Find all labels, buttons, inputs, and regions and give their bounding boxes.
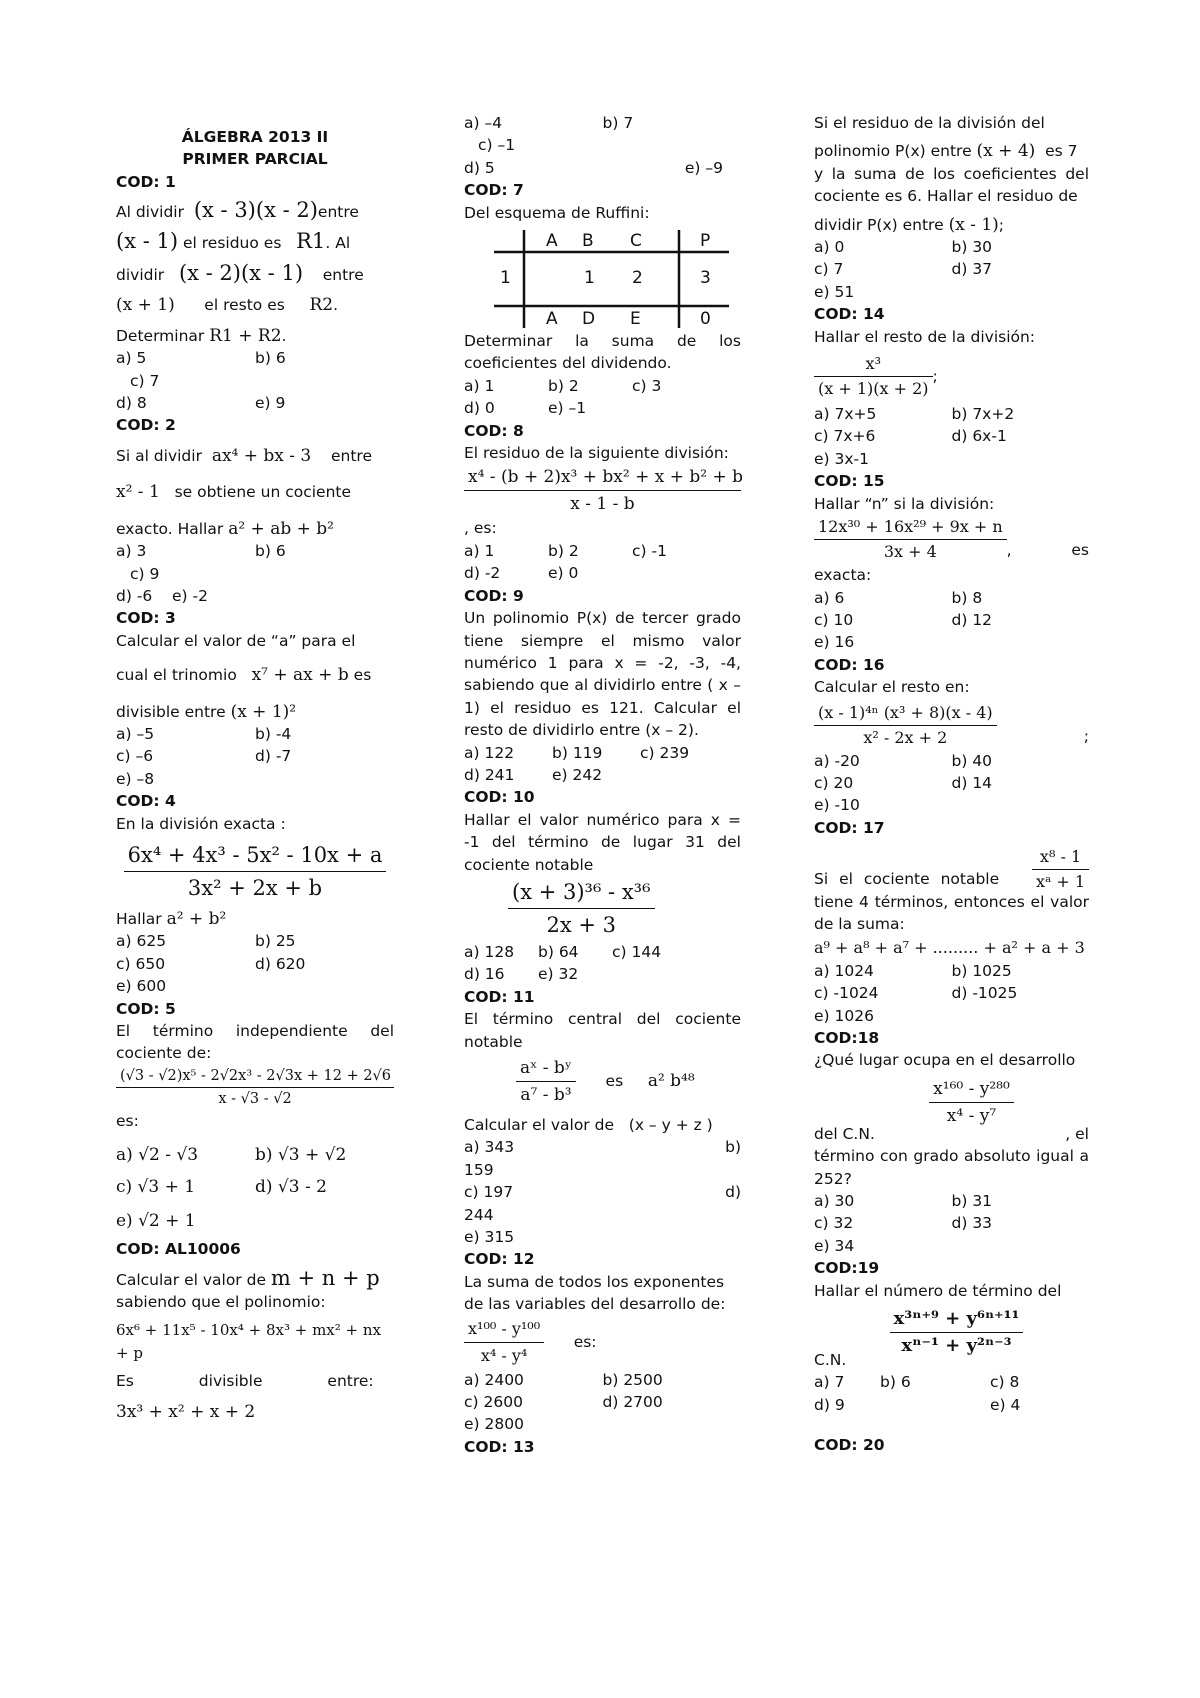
ruffini-cell: D bbox=[582, 309, 596, 330]
fraction-denominator: 3x + 4 bbox=[883, 542, 937, 562]
fraction-numerator: x¹⁰⁰ - y¹⁰⁰ bbox=[464, 1316, 544, 1343]
ruffini-cell: 3 bbox=[700, 268, 711, 289]
answer-options: a) 7x+5 b) 7x+2 bbox=[814, 405, 1015, 424]
question-code: COD: 20 bbox=[814, 1436, 885, 1455]
answer-option: e) -10 bbox=[814, 796, 860, 815]
question-code: COD: 5 bbox=[116, 999, 176, 1018]
fraction bbox=[116, 839, 394, 904]
question-text: Calcular el valor de (x – y + z ) bbox=[464, 1116, 713, 1134]
fraction bbox=[464, 876, 741, 941]
math-expression: ax⁴ + bx - 3 bbox=[211, 445, 312, 466]
fraction-denominator: xᵃ + 1 bbox=[1036, 872, 1085, 892]
fraction bbox=[814, 1076, 1089, 1129]
question-text: La suma de todos los exponentes de las variables del desarrollo de: bbox=[464, 1272, 726, 1314]
question-text: Determinar R1 + R2. bbox=[116, 325, 287, 346]
question-code: COD: 7 bbox=[464, 181, 524, 200]
fraction-numerator: (x + 3)³⁶ - x³⁶ bbox=[508, 876, 655, 909]
column-2 bbox=[464, 112, 744, 1458]
answer-options: c) 10 d) 12 bbox=[814, 610, 993, 629]
fraction-denominator: xⁿ⁻¹ + y²ⁿ⁻³ bbox=[901, 1335, 1012, 1357]
answer-options: c) √3 + 1 d) √3 - 2 bbox=[116, 1177, 327, 1198]
math-expression: (x + 1)² bbox=[230, 701, 297, 722]
fraction bbox=[116, 1065, 394, 1110]
fraction-numerator: x⁴ - (b + 2)x³ + bx² + x + b² + b bbox=[464, 464, 741, 491]
question-text: Hallar el valor numérico para x = -1 del término de lugar 31 del cociente notable bbox=[464, 810, 741, 874]
answer-options: c) 2600 d) 2700 bbox=[464, 1393, 663, 1412]
answer-option: c) –1 bbox=[478, 136, 516, 155]
question-text: y la suma de los coeficientes del cociente es 6. Hallar el residuo de bbox=[814, 164, 1089, 206]
ruffini-cell: P bbox=[700, 231, 711, 252]
question-text: En la división exacta : bbox=[116, 814, 286, 833]
ruffini-cell: A bbox=[546, 231, 558, 252]
fraction-numerator: x³ⁿ⁺⁹ + y⁶ⁿ⁺¹¹ bbox=[890, 1306, 1024, 1333]
answer-option: e) 600 bbox=[116, 977, 167, 996]
question-text: divisible entre (x + 1)² bbox=[116, 701, 297, 722]
question-text: término con grado absoluto igual a 252? bbox=[814, 1147, 1089, 1188]
fraction-numerator: (√3 - √2)x⁵ - 2√2x³ - 2√3x + 12 + 2√6 bbox=[116, 1065, 394, 1088]
question-code: COD:19 bbox=[814, 1259, 880, 1278]
question-text: exacto. Hallar a² + ab + b² bbox=[116, 518, 334, 539]
answer-option: e) 315 bbox=[464, 1228, 515, 1247]
answer-option: e) 51 bbox=[814, 282, 855, 301]
answer-option: e) 2800 bbox=[464, 1415, 524, 1434]
math-expression: m + n + p bbox=[270, 1265, 380, 1290]
math-expression: (x – y + z ) bbox=[628, 1116, 713, 1134]
answer-options: a) 3 b) 6 bbox=[116, 542, 286, 561]
answer-options: c) 7x+6 d) 6x-1 bbox=[814, 427, 1007, 446]
question-code: COD: 15 bbox=[814, 472, 885, 491]
question-code: COD: 4 bbox=[116, 792, 176, 811]
answer-option: 244 bbox=[464, 1205, 494, 1224]
answer-option: e) –8 bbox=[116, 769, 155, 788]
ruffini-cell: B bbox=[582, 231, 594, 252]
answer-options: a) -20 b) 40 bbox=[814, 751, 993, 770]
ruffini-cell: 2 bbox=[632, 268, 643, 289]
question-text: exacta: bbox=[814, 566, 872, 585]
question-text: , es: bbox=[464, 519, 497, 538]
question-text: Hallar a² + b² bbox=[116, 908, 227, 929]
question-text: dividir (x - 2)(x - 1) entre bbox=[116, 261, 364, 286]
question-text: tiene 4 términos, entonces el valor de la suma: bbox=[814, 892, 1089, 933]
question-text: cual el trinomio x⁷ + ax + b es bbox=[116, 665, 372, 686]
question-code: COD: 14 bbox=[814, 305, 885, 324]
question-code: COD: 16 bbox=[814, 655, 885, 674]
answer-options: d) -2 e) 0 bbox=[464, 564, 579, 583]
answer-options: a) 5 b) 6 bbox=[116, 349, 286, 368]
question-text: El término independiente del cociente de: bbox=[116, 1022, 394, 1063]
question-code: COD: 13 bbox=[464, 1437, 535, 1456]
answer-options: d) -6 e) -2 bbox=[116, 586, 208, 605]
math-expression: R1 bbox=[296, 228, 326, 253]
fraction-numerator: x³ bbox=[814, 352, 933, 377]
answer-options: a) 625 b) 25 bbox=[116, 932, 296, 951]
question-text: $\frac{\text{(x - 1)⁴ⁿ (x³ + 8)(x - 4)}}{\text{x² - 2x + 2}}$ ; bbox=[814, 701, 1089, 750]
answer-options: d) 9 e) 4 bbox=[814, 1395, 1021, 1414]
fraction-denominator: 3x² + 2x + b bbox=[187, 875, 323, 900]
math-expression: (x - 2)(x - 1) bbox=[178, 261, 304, 286]
math-expression: x⁷ + ax + b bbox=[251, 665, 349, 686]
answer-options: d) 241 e) 242 bbox=[464, 765, 603, 784]
question-code: COD: 8 bbox=[464, 421, 524, 440]
exam-subtitle: PRIMER PARCIAL bbox=[182, 150, 328, 169]
answer-options: a) 6 b) 8 bbox=[814, 588, 983, 607]
question-code: COD: 9 bbox=[464, 586, 524, 605]
question-text: Si al dividir ax⁴ + bx - 3 entre bbox=[116, 445, 372, 466]
answer-option: c) 7 bbox=[130, 371, 160, 390]
answer-options: d) 16 e) 32 bbox=[464, 965, 579, 984]
question-text: Calcular el valor de “a” para el bbox=[116, 631, 356, 650]
question-text: Si el cociente notable bbox=[814, 870, 1000, 889]
fraction-denominator: (x + 1)(x + 2) bbox=[818, 379, 929, 399]
answer-options: a) 7 b) 6 c) 8 bbox=[814, 1373, 1020, 1392]
answer-option: c) 9 bbox=[130, 564, 160, 583]
answer-options: a) 1024 b) 1025 bbox=[814, 961, 1012, 980]
math-expression: (x + 1) bbox=[116, 295, 175, 316]
answer-options: d) 0 e) –1 bbox=[464, 399, 587, 418]
fraction-denominator: x⁴ - y⁷ bbox=[946, 1105, 997, 1126]
fraction-numerator: 6x⁴ + 4x³ - 5x² - 10x + a bbox=[124, 839, 387, 872]
answer-options: c) –6 d) -7 bbox=[116, 747, 292, 766]
ruffini-scheme bbox=[464, 224, 741, 330]
fraction-denominator: x⁴ - y⁴ bbox=[480, 1345, 528, 1365]
math-expression: (x - 1) bbox=[948, 214, 999, 235]
fraction-denominator: x² - 2x + 2 bbox=[863, 727, 948, 747]
answer-option: e) √2 + 1 bbox=[116, 1211, 196, 1232]
answer-options: c) 32 d) 33 bbox=[814, 1214, 993, 1233]
math-expression: x² - 1 bbox=[116, 482, 160, 503]
question-text: Hallar “n” si la división: bbox=[814, 494, 995, 513]
fraction-numerator: (x - 1)⁴ⁿ (x³ + 8)(x - 4) bbox=[814, 701, 997, 726]
question-text: Si el residuo de la división del bbox=[814, 114, 1045, 132]
ruffini-cell: 1 bbox=[584, 268, 595, 289]
question-text: Un polinomio P(x) de tercer grado tiene siempre el mismo valor numérico 1 para x = -2, -3, -4, sabiendo que al dividirlo entre ( x – 1) el residuo es 121. Calcular el resto de dividirlo entre (x – 2). bbox=[464, 609, 741, 740]
ruffini-cell: E bbox=[630, 309, 641, 330]
question-text: $\frac{\text{x³}}{(x + 1)(x + 2)}$ ; bbox=[814, 352, 1089, 401]
question-text: El residuo de la siguiente división: bbox=[464, 444, 729, 463]
question-text: x² - 1 se obtiene un cociente bbox=[116, 482, 352, 503]
math-expression: a² + ab + b² bbox=[228, 518, 334, 539]
question-text: sabiendo que el polinomio: bbox=[116, 1293, 326, 1312]
math-expression: (x - 3)(x - 2) bbox=[193, 198, 318, 223]
answer-options: a) 1 b) 2 c) 3 bbox=[464, 376, 662, 395]
question-code: COD: 11 bbox=[464, 987, 535, 1006]
question-text: Calcular el resto en: bbox=[814, 678, 970, 697]
fraction-numerator: aˣ - bʸ bbox=[516, 1055, 576, 1082]
question-text: Es divisible entre: bbox=[116, 1372, 374, 1391]
question-code: COD: 17 bbox=[814, 818, 885, 837]
ruffini-cell: C bbox=[630, 231, 642, 252]
question-text: El término central del cociente notable bbox=[464, 1010, 741, 1051]
question-text: del C.N. , el bbox=[814, 1124, 1089, 1143]
math-expression: a² + b² bbox=[166, 908, 227, 929]
question-code: COD: 12 bbox=[464, 1250, 535, 1269]
answer-options: c) 197 d) bbox=[464, 1183, 741, 1202]
math-expression: 3x³ + x² + x + 2 bbox=[116, 1401, 256, 1422]
answer-options: a) √2 - √3 b) √3 + √2 bbox=[116, 1145, 347, 1166]
question-code: COD:18 bbox=[814, 1029, 880, 1047]
column-3 bbox=[814, 112, 1089, 1457]
answer-options: a) 2400 b) 2500 bbox=[464, 1370, 663, 1389]
question-code: COD: AL10006 bbox=[116, 1240, 241, 1259]
question-text: ¿Qué lugar ocupa en el desarrollo bbox=[814, 1051, 1076, 1070]
answer-options: a) –4 b) 7 bbox=[464, 114, 634, 132]
answer-option: e) 16 bbox=[814, 633, 855, 652]
math-expression: (x + 4) bbox=[976, 141, 1036, 162]
answer-options: a) 30 b) 31 bbox=[814, 1192, 993, 1211]
question-code: COD: 1 bbox=[116, 172, 176, 191]
question-text: C.N. bbox=[814, 1351, 847, 1370]
question-text: polinomio P(x) entre (x + 4) es 7 bbox=[814, 141, 1078, 162]
question-text: Del esquema de Ruffini: bbox=[464, 203, 650, 222]
math-expression: (x - 1) bbox=[116, 228, 179, 253]
fraction bbox=[464, 464, 744, 517]
question-text: Hallar el resto de la división: bbox=[814, 327, 1036, 346]
answer-options: a) –5 b) -4 bbox=[116, 724, 292, 743]
question-text: (x - 1) el residuo es R1. Al bbox=[116, 228, 351, 253]
answer-options: c) -1024 d) -1025 bbox=[814, 984, 1018, 1003]
question-code: COD: 10 bbox=[464, 788, 535, 807]
question-text: Al dividir (x - 3)(x - 2)entre bbox=[116, 198, 359, 223]
answer-options: a) 343 b) bbox=[464, 1138, 741, 1157]
exam-title: ÁLGEBRA 2013 II bbox=[181, 128, 329, 146]
fraction-denominator: x - 1 - b bbox=[570, 494, 635, 515]
ruffini-cell: 0 bbox=[700, 309, 711, 330]
question-text: dividir P(x) entre (x - 1); bbox=[814, 214, 1005, 235]
answer-options: d) 5 e) –9 bbox=[464, 158, 723, 177]
answer-options: a) 128 b) 64 c) 144 bbox=[464, 942, 662, 961]
question-text: (x + 1) el resto es R2. bbox=[116, 295, 339, 316]
math-expression: R1 + R2 bbox=[209, 325, 282, 346]
ruffini-cell: 1 bbox=[500, 268, 511, 289]
answer-option: 159 bbox=[464, 1160, 494, 1179]
math-expression: R2 bbox=[309, 295, 334, 316]
question-text: Determinar la suma de los coeficientes del dividendo. bbox=[464, 332, 741, 373]
column-1 bbox=[116, 112, 394, 1423]
answer-options: c) 20 d) 14 bbox=[814, 773, 993, 792]
question-text: Calcular el valor de m + n + p bbox=[116, 1265, 380, 1290]
answer-option: e) 3x-1 bbox=[814, 449, 869, 468]
answer-options: c) 7 d) 37 bbox=[814, 260, 993, 279]
fraction-numerator: x⁸ - 1 bbox=[1032, 845, 1089, 870]
question-code: COD: 3 bbox=[116, 609, 176, 628]
question-text: $\frac{\text{aˣ - bʸ}}{\text{a⁷ - b³}}$ es a² b⁴⁸ bbox=[464, 1055, 741, 1108]
question-code: COD: 2 bbox=[116, 416, 176, 435]
math-expression: a⁹ + a⁸ + a⁷ + ......... + a² + a + 3 bbox=[814, 938, 1085, 958]
answer-options: a) 1 b) 2 c) -1 bbox=[464, 541, 667, 560]
question-text: $\frac{\text{12x³⁰ + 16x²⁹ + 9x + n}}{3x + 4}$ , es bbox=[814, 515, 1089, 564]
math-expression: 6x⁶ + 11x⁵ - 10x⁴ + 8x³ + mx² + nx + p bbox=[116, 1321, 381, 1362]
math-expression: a² b⁴⁸ bbox=[647, 1071, 695, 1091]
fraction-numerator: x¹⁶⁰ - y²⁸⁰ bbox=[929, 1076, 1014, 1103]
ruffini-cell: A bbox=[546, 309, 558, 330]
fraction-numerator: 12x³⁰ + 16x²⁹ + 9x + n bbox=[814, 515, 1007, 540]
question-text: Hallar el número de término del bbox=[814, 1281, 1062, 1300]
question-text: es: bbox=[116, 1111, 139, 1130]
answer-option: e) 34 bbox=[814, 1236, 855, 1255]
fraction-denominator: a⁷ - b³ bbox=[520, 1085, 572, 1105]
question-text: $\frac{\text{x¹⁰⁰ - y¹⁰⁰}}{\text{x⁴ - y⁴}}$ es: bbox=[464, 1316, 741, 1369]
answer-options: a) 122 b) 119 c) 239 bbox=[464, 743, 690, 762]
answer-option: e) 1026 bbox=[814, 1006, 874, 1025]
answer-options: a) 0 b) 30 bbox=[814, 238, 993, 257]
answer-options: d) 8 e) 9 bbox=[116, 394, 286, 413]
answer-options: c) 650 d) 620 bbox=[116, 954, 306, 973]
fraction-denominator: x - √3 - √2 bbox=[218, 1090, 292, 1107]
fraction-denominator: 2x + 3 bbox=[546, 912, 616, 937]
